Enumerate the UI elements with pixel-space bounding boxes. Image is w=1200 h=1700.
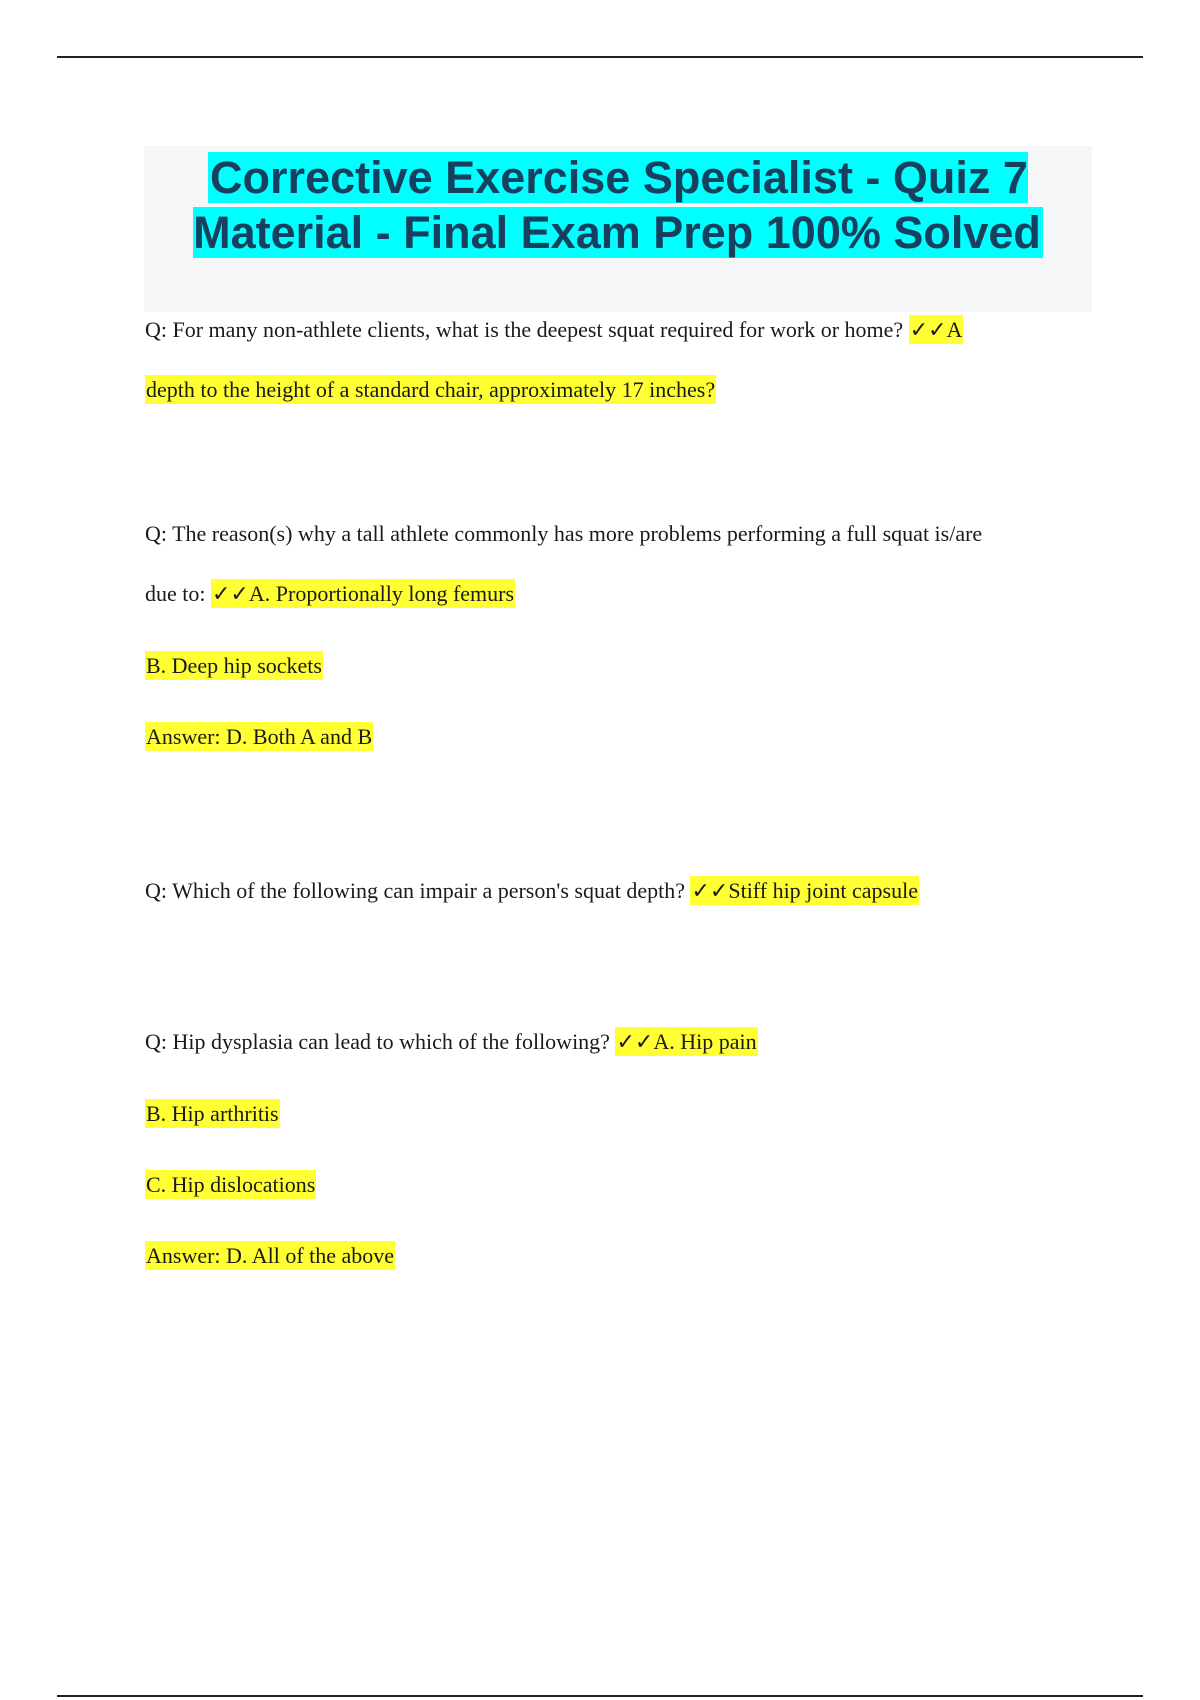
document-title	[144, 146, 1092, 260]
answer-2-final: Answer: D. Both A and B	[146, 724, 373, 749]
question-1	[145, 300, 1085, 360]
answer-4-line-final	[145, 1226, 1085, 1286]
question-2: Q: The reason(s) why a tall athlete commonly has more problems performing a full squat is/are	[145, 521, 983, 546]
question-block-4	[145, 1012, 1085, 1286]
question-block-3	[145, 861, 1085, 921]
answer-1	[145, 360, 1085, 420]
question-2-continued	[145, 564, 1085, 624]
answer-1-line-2: depth to the height of a standard chair, approximately 17 inches?	[146, 377, 716, 402]
top-rule	[57, 56, 1143, 58]
title-block	[144, 146, 1092, 312]
answer-4-line-b	[145, 1084, 1085, 1144]
answer-1-line-1: ✓✓A	[909, 317, 963, 342]
question-3	[145, 861, 1085, 921]
question-4-text: Q: Hip dysplasia can lead to which of the following?	[145, 1029, 610, 1054]
answer-2-option-b: B. Deep hip sockets	[146, 653, 322, 678]
question-block-1	[145, 300, 1085, 420]
answer-2-option-a: ✓✓A. Proportionally long femurs	[212, 581, 515, 606]
answer-4-option-a: ✓✓A. Hip pain	[616, 1029, 757, 1054]
answer-2-line-b	[145, 636, 1085, 696]
answer-4-line-c	[145, 1155, 1085, 1215]
question-1-text: Q: For many non-athlete clients, what is the deepest squat required for work or home?	[145, 317, 904, 342]
answer-4-option-c: C. Hip dislocations	[146, 1172, 316, 1197]
document-title-text: Corrective Exercise Specialist - Quiz 7 Material - Final Exam Prep 100% Solved	[193, 152, 1041, 258]
question-block-2	[145, 504, 1085, 767]
question-3-text: Q: Which of the following can impair a person's squat depth?	[145, 878, 685, 903]
question-2-text: due to:	[145, 581, 206, 606]
answer-2-line-final	[145, 707, 1085, 767]
question-4	[145, 1012, 1085, 1072]
answer-4-final: Answer: D. All of the above	[146, 1243, 395, 1268]
answer-4-option-b: B. Hip arthritis	[146, 1101, 279, 1126]
answer-3: ✓✓Stiff hip joint capsule	[691, 878, 918, 903]
bottom-rule	[57, 1695, 1143, 1697]
